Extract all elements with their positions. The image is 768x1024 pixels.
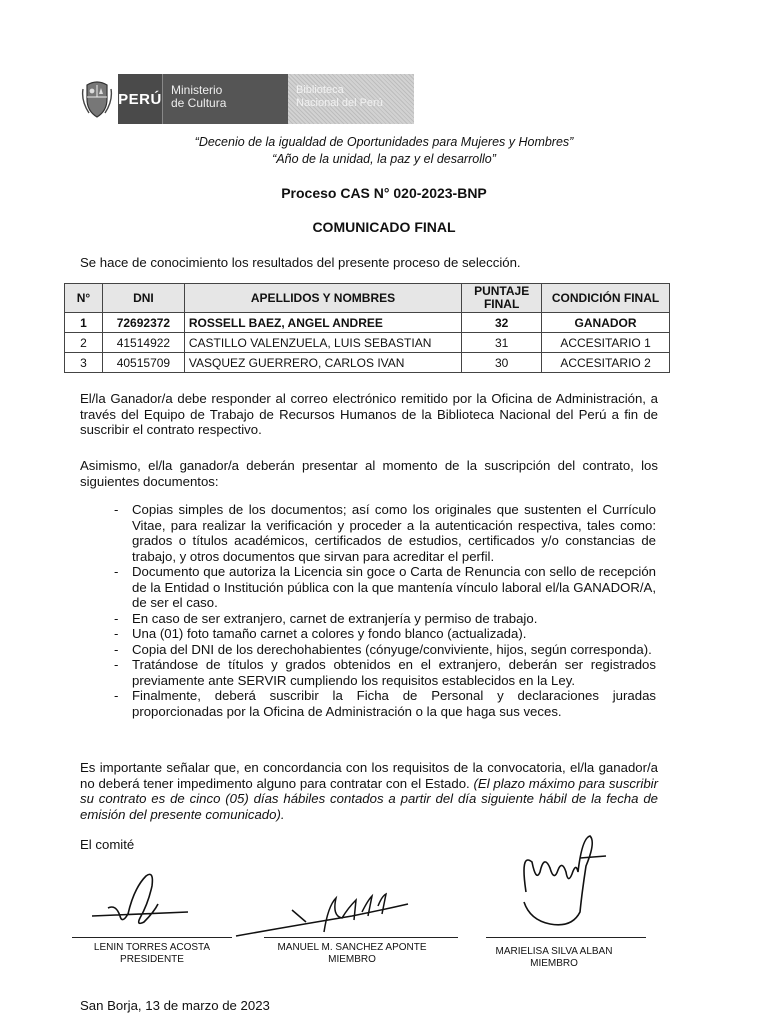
signatory-sanchez: MANUEL M. SANCHEZ APONTE MIEMBRO — [277, 942, 427, 965]
results-table — [64, 283, 670, 373]
header-num: N° — [65, 284, 103, 313]
ganador-paragraph: El/la Ganador/a debe responder al correo electrónico remitido por la Oficina de Administración, a través del Equipo de Trabajo de Recursos Humanos de la Biblioteca Nacional del Perú a fin de suscribir el contrato respectivo. — [80, 391, 658, 437]
coat-of-arms-icon — [80, 74, 114, 124]
header-dni: DNI — [102, 284, 184, 313]
header-names: APELLIDOS Y NOMBRES — [184, 284, 461, 313]
table-row: 1 72692372 ROSSELL BAEZ, ANGEL ANDREE 32 GANADOR — [65, 313, 670, 333]
list-item: - Copias simples de los documentos; así como los originales que sustenten el Currículo Vitae, para realizar la verificación y proceder a la autenticación respectiva, tales como: grados o títulos académicos, certificados de estudios, certificados y/o constancias de trabajo, y otros documentos que sirvan para acreditar el perfil. — [112, 502, 656, 564]
decenio-text: “Decenio de la igualdad de Oportunidades para Mujeres y Hombres” “Año de la unidad, la paz y el desarrollo” — [194, 135, 574, 166]
intro-paragraph: Se hace de conocimiento los resultados del presente proceso de selección. — [80, 255, 521, 270]
signature-line — [486, 937, 646, 938]
logo-ministerio: Ministerio de Cultura — [162, 74, 288, 124]
signature-silva-icon — [510, 832, 610, 932]
signature-line — [264, 937, 458, 938]
signature-sanchez-icon — [232, 886, 412, 942]
logo-peru-text: PERÚ — [118, 74, 162, 124]
table-header-row — [65, 284, 670, 313]
header-score: PUNTAJE FINAL — [462, 284, 542, 313]
list-item: - Copia del DNI de los derechohabientes (cónyuge/conviviente, hijos, según corresponda). — [112, 642, 656, 658]
signature-line — [72, 937, 232, 938]
logo-biblioteca: Biblioteca Nacional del Perú — [288, 74, 414, 124]
list-item: - Tratándose de títulos y grados obtenidos en el extranjero, deberán ser registrados previamente ante SERVIR cumpliendo los requisitos establecidos en la Ley. — [112, 657, 656, 688]
list-item: - Finalmente, deberá suscribir la Ficha de Personal y declaraciones juradas proporcionadas por la Oficina de Administración o la que haga sus veces. — [112, 688, 656, 719]
header-condition: CONDICIÓN FINAL — [542, 284, 670, 313]
comunicado-title: COMUNICADO FINAL — [312, 219, 456, 235]
table-row: 2 41514922 CASTILLO VALENZUELA, LUIS SEBASTIAN 31 ACCESITARIO 1 — [65, 333, 670, 353]
list-item: - Una (01) foto tamaño carnet a colores y fondo blanco (actualizada). — [112, 626, 656, 642]
list-item: - En caso de ser extranjero, carnet de extranjería y permiso de trabajo. — [112, 611, 656, 627]
importante-paragraph: Es importante señalar que, en concordancia con los requisitos de la convocatoria, el/la ganador/a no deberá tener impedimento alguno para contratar con el Estado. (El plazo máximo para suscribir su contrato es de cinco (05) días hábiles contados a partir del día siguiente hábil de la fecha de emisión del presente comunicado). — [80, 760, 658, 822]
documents-list — [112, 502, 656, 719]
process-title: Proceso CAS N° 020-2023-BNP — [281, 185, 487, 201]
table-row: 3 40515709 VASQUEZ GUERRERO, CARLOS IVAN 30 ACCESITARIO 2 — [65, 353, 670, 373]
comite-label: El comité — [80, 837, 135, 852]
list-item: - Documento que autoriza la Licencia sin goce o Carta de Renuncia con sello de recepción de la Entidad o Institución pública con la que mantenía vínculo laboral el/la GANADOR/A, de ser el caso. — [112, 564, 656, 611]
signatory-torres: LENIN TORRES ACOSTA PRESIDENTE — [93, 942, 211, 965]
signature-torres-icon — [88, 868, 198, 938]
institution-logo — [80, 74, 414, 124]
asimismo-paragraph: Asimismo, el/la ganador/a deberán presentar al momento de la suscripción del contrato, los siguientes documentos: — [80, 458, 658, 489]
place-date: San Borja, 13 de marzo de 2023 — [80, 998, 270, 1013]
signatory-silva: MARIELISA SILVA ALBAN MIEMBRO — [495, 946, 613, 969]
